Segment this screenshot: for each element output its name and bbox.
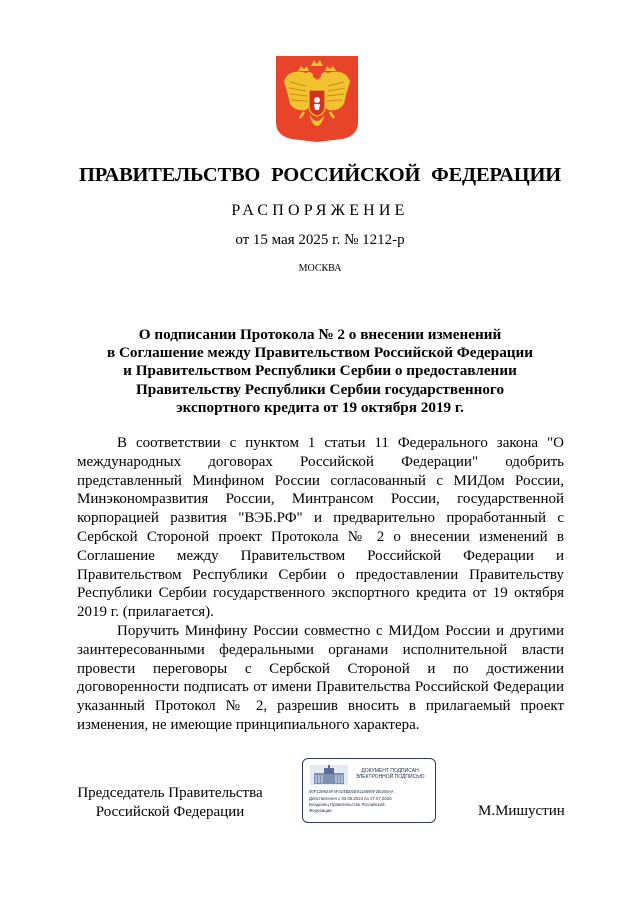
document-city: МОСКВА [298,263,342,274]
stamp-certificate: 00F129924F4F424BE5E9118690F2B160AA [309,789,394,794]
subject-line: и Правительством Республики Сербии о предоставлении [123,362,517,380]
signatory-position [70,784,270,822]
subject-line: экспортного кредита от 19 октября 2019 г. [176,398,464,416]
subject-line: О подписании Протокола № 2 о внесении изменений [138,326,502,343]
stamp-validity: Действителен с 03.05.2024 по 27.07.2025 [309,796,392,801]
signatory-position-line: Председатель Правительства [77,785,263,801]
subject-line: в Соглашение между Правительством Российской Федерации [106,344,534,362]
signatory-position-line: Российской Федерации [95,804,245,820]
stamp-owner: Федерации [309,808,332,813]
coat-of-arms-emblem [276,56,358,142]
document-type: РАСПОРЯЖЕНИЕ [231,202,409,219]
document-body [77,434,564,735]
signatory-name: М.Мишустин [478,803,565,819]
government-building-icon [310,765,348,785]
body-paragraph: Поручить Минфину России совместно с МИДом России и другими заинтересованными федеральными органами исполнительной власти провести переговоры с Сербской Стороной и по достижении договоренности подписать от имени Правительства Российской Федерации указанный Протокол № 2, разрешив вносить в прилагаемый проект изменения, не имеющие принципиального характера. [77,622,564,733]
document-date-number: от 15 мая 2025 г. № 1212-р [235,232,405,248]
electronic-signature-stamp [302,758,436,823]
stamp-owner: Владелец Правительство Российской [309,802,385,807]
government-title: ПРАВИТЕЛЬСТВО РОССИЙСКОЙ ФЕДЕРАЦИИ [79,164,561,186]
body-paragraph: В соответствии с пунктом 1 статьи 11 Федерального закона "О международных договорах Российской Федерации" одобрить представленный Минфином России согласованный с МИДом России, Минэкономразвития России, Минтрансом России, государственной корпорацией развития "ВЭБ.РФ" и предварительно проработанный с Сербской Стороной проект Протокола № 2 о внесении изменений в Соглашение между Правительством Российской Федерации и Правительством Республики Сербии о предоставлении Правительству Республики Сербии государственного экспортного кредита от 19 октября 2019 г. (прилагается). [77,435,564,621]
document-subject [90,326,550,417]
stamp-title: ДОКУМЕНТ ПОДПИСАН ЭЛЕКТРОННОЙ ПОДПИСЬЮ [355,768,425,780]
subject-line: Правительству Республики Сербии государственного [135,380,505,398]
